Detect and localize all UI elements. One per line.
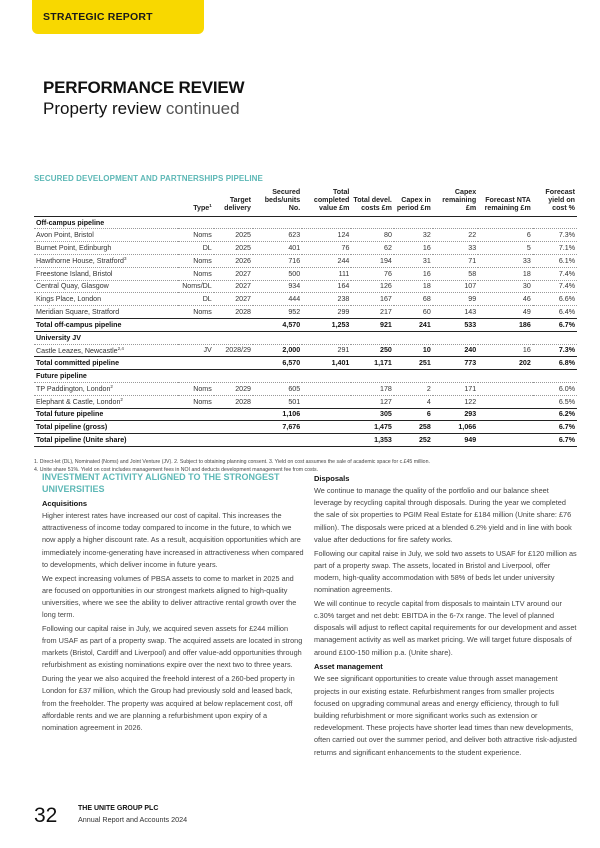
total-row: [34, 357, 577, 370]
table-row: [34, 267, 577, 280]
property-name: Total committed pipeline: [34, 357, 178, 370]
cell-capex-period: 16: [394, 267, 433, 280]
property-name: Total off-campus pipeline: [34, 318, 178, 331]
section-tab: [32, 0, 204, 34]
subtitle-continued: continued: [165, 99, 240, 118]
group-header-row: [34, 331, 577, 344]
property-name: Avon Point, Bristol: [34, 229, 178, 242]
cell-completed-value: 238: [302, 293, 351, 306]
total-row: [34, 421, 577, 434]
cell-yield: 7.3%: [533, 229, 577, 242]
cell-yield: 7.3%: [533, 344, 577, 357]
property-name: Elephant & Castle, London$^2$: [34, 395, 178, 408]
cell-type: Noms: [178, 267, 214, 280]
cell-capex-period: 241: [394, 318, 433, 331]
cell-capex-period: 32: [394, 229, 433, 242]
cell-capex-period: 68: [394, 293, 433, 306]
cell-type: [178, 357, 214, 370]
cell-nta-remaining: 6: [478, 229, 533, 242]
cell-beds: 7,676: [253, 421, 302, 434]
cell-beds: 1,106: [253, 408, 302, 421]
footer-company: THE UNITE GROUP PLC: [78, 805, 159, 812]
cell-delivery: 2028: [214, 395, 253, 408]
cell-yield: 6.0%: [533, 382, 577, 395]
investment-heading: INVESTMENT ACTIVITY ALIGNED TO THE STRONGEST UNIVERSITIES: [42, 472, 280, 494]
cell-yield: 6.7%: [533, 421, 577, 434]
cell-completed-value: 1,253: [302, 318, 351, 331]
property-name: Burnet Point, Edinburgh: [34, 242, 178, 255]
subtitle-main: Property review: [43, 99, 162, 118]
cell-yield: 6.6%: [533, 293, 577, 306]
cell-delivery: [214, 421, 253, 434]
cell-type: DL: [178, 293, 214, 306]
col-header-capex-period: Capex in period £m: [394, 188, 433, 216]
cell-nta-remaining: [478, 421, 533, 434]
cell-delivery: 2025: [214, 229, 253, 242]
cell-type: DL: [178, 242, 214, 255]
cell-beds: 2,000: [253, 344, 302, 357]
cell-devel-costs: 126: [351, 280, 394, 293]
cell-delivery: 2027: [214, 280, 253, 293]
acquisitions-paragraph: Higher interest rates have increased our cost of capital. This increases the attractiveness of income today compared to income in the future, to which we now apply a higher discount rate. As a result, acquisition opportunities which are immediately income-generating have increased in attractiveness when compared to developments, which deliver income in future years.: [42, 511, 304, 569]
cell-beds: 716: [253, 255, 302, 268]
col-header-devel-costs: Total devel. costs £m: [351, 188, 394, 216]
col-header-capex-remaining: Capex remaining £m: [433, 188, 478, 216]
cell-yield: 6.2%: [533, 408, 577, 421]
cell-yield: 6.8%: [533, 357, 577, 370]
footnote-line-2: 4. Unite share 51%. Yield on cost includes management fees in NOI and deducts development management fee from costs.: [34, 467, 319, 474]
cell-beds: 4,570: [253, 318, 302, 331]
cell-nta-remaining: 18: [478, 267, 533, 280]
property-name: TP Paddington, London$^2$: [34, 382, 178, 395]
cell-completed-value: 111: [302, 267, 351, 280]
cell-capex-remaining: 71: [433, 255, 478, 268]
cell-completed-value: 124: [302, 229, 351, 242]
cell-nta-remaining: 186: [478, 318, 533, 331]
group-label: University JV: [34, 331, 577, 344]
property-name: Hawthorne House, Stratford$^3$: [34, 255, 178, 268]
cell-capex-remaining: 33: [433, 242, 478, 255]
cell-capex-period: 4: [394, 395, 433, 408]
cell-yield: 6.5%: [533, 395, 577, 408]
cell-nta-remaining: [478, 408, 533, 421]
table-row: [34, 255, 577, 268]
property-name: Total pipeline (Unite share): [34, 434, 178, 447]
cell-completed-value: 299: [302, 306, 351, 319]
table-row: [34, 242, 577, 255]
cell-yield: 6.1%: [533, 255, 577, 268]
group-label: Off-campus pipeline: [34, 216, 577, 229]
disposals-paragraph: We will continue to recycle capital from disposals to maintain LTV around our c.30% target and net debt: EBITDA in the 6-7x range. The level of planned disposals will adjust to reflect capital requirements for our development and asset management activity as well as market pricing. We will target future disposals of around £100-150 million p.a. (Unite share).: [314, 598, 577, 657]
cell-capex-period: 60: [394, 306, 433, 319]
total-row: [34, 318, 577, 331]
cell-delivery: 2029: [214, 382, 253, 395]
cell-delivery: [214, 408, 253, 421]
cell-completed-value: 76: [302, 242, 351, 255]
cell-yield: 6.7%: [533, 318, 577, 331]
section-tab-label: STRATEGIC REPORT: [43, 11, 153, 23]
cell-beds: 500: [253, 267, 302, 280]
pipeline-heading: SECURED DEVELOPMENT AND PARTNERSHIPS PIPELINE: [34, 174, 263, 183]
group-header-row: [34, 370, 577, 383]
table-row: [34, 395, 577, 408]
cell-type: Noms: [178, 395, 214, 408]
cell-completed-value: 1,401: [302, 357, 351, 370]
col-header-delivery: Target delivery: [214, 188, 253, 216]
cell-capex-remaining: 22: [433, 229, 478, 242]
cell-capex-period: 252: [394, 434, 433, 447]
cell-nta-remaining: 202: [478, 357, 533, 370]
cell-devel-costs: 1,353: [351, 434, 394, 447]
cell-type: Noms: [178, 255, 214, 268]
property-name: Meridian Square, Stratford: [34, 306, 178, 319]
cell-nta-remaining: [478, 434, 533, 447]
cell-devel-costs: 178: [351, 382, 394, 395]
cell-devel-costs: 250: [351, 344, 394, 357]
group-header-row: [34, 216, 577, 229]
cell-capex-period: 31: [394, 255, 433, 268]
disposals-paragraph: We continue to manage the quality of the portfolio and our balance sheet leverage by recycling capital through disposals. During the year we completed the sale of six properties to PGIM Real Estate for £184 million (Unite share: £76 million). The disposals were priced at a blended 6.2% yield and in line with book value after deductions for fire safety works.: [314, 486, 572, 544]
cell-delivery: [214, 434, 253, 447]
cell-yield: 6.4%: [533, 306, 577, 319]
cell-beds: 444: [253, 293, 302, 306]
cell-capex-remaining: 293: [433, 408, 478, 421]
cell-beds: 623: [253, 229, 302, 242]
table-row: [34, 293, 577, 306]
cell-type: Noms: [178, 306, 214, 319]
cell-nta-remaining: [478, 395, 533, 408]
cell-nta-remaining: 33: [478, 255, 533, 268]
cell-devel-costs: 1,171: [351, 357, 394, 370]
cell-beds: 605: [253, 382, 302, 395]
cell-devel-costs: 62: [351, 242, 394, 255]
cell-capex-period: 251: [394, 357, 433, 370]
disposals-heading: Disposals: [314, 474, 350, 483]
cell-capex-remaining: 122: [433, 395, 478, 408]
cell-capex-period: 10: [394, 344, 433, 357]
cell-capex-remaining: 58: [433, 267, 478, 280]
cell-beds: 6,570: [253, 357, 302, 370]
asset-management-paragraph: We see significant opportunities to create value through asset management projects in our existing estate. Refurbishment ranges from smaller projects focused on upgrading communal areas and energy efficiency, through to full building refurbishment or more significant works such as extension or redevelopment. These projects have shorter lead times than new developments, often carried out over the summer period, and deliver both attractive risk-adjusted returns and significant enhancements to the student experience.: [314, 674, 577, 757]
property-name: Total future pipeline: [34, 408, 178, 421]
table-row: [34, 382, 577, 395]
cell-beds: 501: [253, 395, 302, 408]
cell-completed-value: [302, 382, 351, 395]
cell-capex-remaining: 143: [433, 306, 478, 319]
page-number: 32: [34, 804, 58, 827]
acquisitions-heading: Acquisitions: [42, 499, 88, 508]
table-row: [34, 280, 577, 293]
cell-capex-period: 2: [394, 382, 433, 395]
cell-beds: [253, 434, 302, 447]
table-row: [34, 306, 577, 319]
cell-delivery: 2028/29: [214, 344, 253, 357]
total-row: [34, 408, 577, 421]
cell-nta-remaining: 46: [478, 293, 533, 306]
cell-nta-remaining: [478, 382, 533, 395]
property-name: Kings Place, London: [34, 293, 178, 306]
cell-delivery: [214, 357, 253, 370]
total-row: [34, 434, 577, 447]
group-label: Future pipeline: [34, 370, 577, 383]
table-row: [34, 344, 577, 357]
acquisitions-paragraph: We expect increasing volumes of PBSA assets to come to market in 2025 and are focused on opportunities in our strongest markets aligned to high-quality universities, where we see the ability to deliver attractive rental growth over the long term.: [42, 573, 297, 620]
page-title: PERFORMANCE REVIEW: [43, 78, 245, 97]
cell-capex-remaining: 240: [433, 344, 478, 357]
investment-activity-column: [42, 472, 304, 736]
cell-delivery: 2025: [214, 242, 253, 255]
col-header-beds: Secured beds/units No.: [253, 188, 302, 216]
acquisitions-paragraph: Following our capital raise in July, we acquired seven assets for £244 million from USAF as part of a property swap. The acquired assets are located in strong markets (Bristol, Cardiff and Liverpool) and offer value-add opportunities through refurbishment as existing nominations expire over the next two to three years.: [42, 623, 303, 670]
cell-type: [178, 434, 214, 447]
cell-completed-value: 164: [302, 280, 351, 293]
cell-yield: 6.7%: [533, 434, 577, 447]
col-header-yield: Forecast yield on cost %: [533, 188, 577, 216]
cell-completed-value: [302, 421, 351, 434]
cell-delivery: [214, 318, 253, 331]
table-header-row: [34, 188, 577, 216]
cell-type: [178, 421, 214, 434]
property-name: Central Quay, Glasgow: [34, 280, 178, 293]
cell-nta-remaining: 16: [478, 344, 533, 357]
cell-capex-remaining: 1,066: [433, 421, 478, 434]
cell-devel-costs: 80: [351, 229, 394, 242]
property-name: Freestone Island, Bristol: [34, 267, 178, 280]
cell-capex-remaining: 533: [433, 318, 478, 331]
cell-devel-costs: 194: [351, 255, 394, 268]
cell-capex-remaining: 171: [433, 382, 478, 395]
disposals-paragraph: Following our capital raise in July, we sold two assets to USAF for £120 million as part of a property swap. The assets, located in Bristol and Liverpool, offer modern, high-quality accommodation with 58% of beds let under university nomination agreements.: [314, 548, 577, 595]
cell-delivery: 2028: [214, 306, 253, 319]
cell-nta-remaining: 49: [478, 306, 533, 319]
cell-beds: 934: [253, 280, 302, 293]
cell-devel-costs: 305: [351, 408, 394, 421]
cell-delivery: 2027: [214, 267, 253, 280]
cell-devel-costs: 76: [351, 267, 394, 280]
cell-completed-value: [302, 434, 351, 447]
property-name: Total pipeline (gross): [34, 421, 178, 434]
footer-publication: Annual Report and Accounts 2024: [78, 815, 188, 824]
cell-capex-period: 16: [394, 242, 433, 255]
cell-nta-remaining: 30: [478, 280, 533, 293]
cell-completed-value: 291: [302, 344, 351, 357]
property-name: Castle Leazes, Newcastle$^{2,4}$: [34, 344, 178, 357]
cell-yield: 7.4%: [533, 267, 577, 280]
cell-beds: 952: [253, 306, 302, 319]
col-header-nta-remaining: Forecast NTA remaining £m: [478, 188, 533, 216]
cell-type: JV: [178, 344, 214, 357]
disposals-column: [314, 472, 578, 760]
footnote-line-1: 1. Direct-let (DL), Nominated (Noms) and Joint Venture (JV). 2. Subject to obtaining planning consent. 3. Yield on cost assumes the sale of academic space for c.£45 million.: [34, 459, 430, 465]
cell-yield: 7.4%: [533, 280, 577, 293]
cell-capex-period: 258: [394, 421, 433, 434]
page-subtitle: [43, 99, 240, 119]
cell-type: [178, 408, 214, 421]
cell-yield: 7.1%: [533, 242, 577, 255]
cell-capex-period: 6: [394, 408, 433, 421]
cell-devel-costs: 217: [351, 306, 394, 319]
acquisitions-paragraph: During the year we also acquired the freehold interest of a 260-bed property in London for £37 million, which the Group had previously sold and leased back, from the freeholder. The property was acquired at below replacement cost, off affordable rents and we are planning a refurbishment upon expiry of a nomination agreement in 2026.: [42, 674, 295, 732]
table-row: [34, 229, 577, 242]
cell-capex-remaining: 773: [433, 357, 478, 370]
cell-capex-remaining: 99: [433, 293, 478, 306]
cell-devel-costs: 167: [351, 293, 394, 306]
cell-type: Noms: [178, 229, 214, 242]
cell-type: Noms: [178, 382, 214, 395]
cell-completed-value: [302, 395, 351, 408]
pipeline-table: [34, 188, 577, 447]
cell-delivery: 2026: [214, 255, 253, 268]
col-header-type: Type$^1$: [178, 188, 214, 216]
cell-beds: 401: [253, 242, 302, 255]
col-header-completed-value: Total completed value £m: [302, 188, 351, 216]
cell-capex-remaining: 107: [433, 280, 478, 293]
cell-devel-costs: 921: [351, 318, 394, 331]
cell-capex-period: 18: [394, 280, 433, 293]
col-header-name: [34, 188, 178, 216]
cell-completed-value: [302, 408, 351, 421]
cell-completed-value: 244: [302, 255, 351, 268]
cell-nta-remaining: 5: [478, 242, 533, 255]
asset-management-heading: Asset management: [314, 662, 383, 672]
cell-type: [178, 318, 214, 331]
cell-type: Noms/DL: [178, 280, 214, 293]
cell-devel-costs: 1,475: [351, 421, 394, 434]
cell-devel-costs: 127: [351, 395, 394, 408]
cell-capex-remaining: 949: [433, 434, 478, 447]
cell-delivery: 2027: [214, 293, 253, 306]
